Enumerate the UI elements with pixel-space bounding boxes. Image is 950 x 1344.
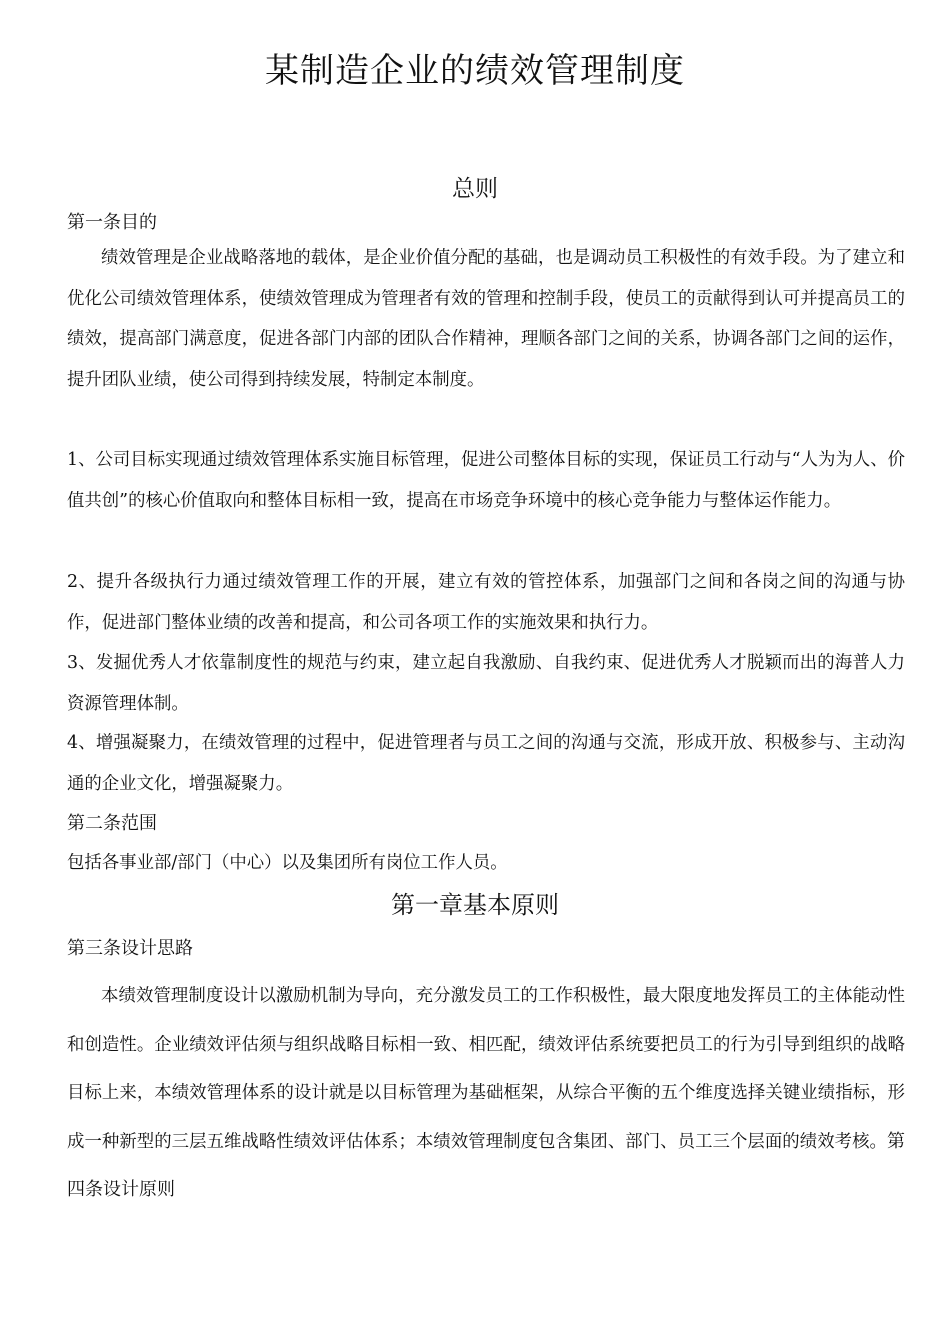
article-1-intro: 绩效管理是企业战略落地的载体，是企业价值分配的基础，也是调动员工积极性的有效手段。为了建立和优化公司绩效管理体系，使绩效管理成为管理者有效的管理和控制手段，使员工的贡献得到认可并提高员工的绩效，提高部门满意度，促进各部门内部的团队合作精神，理顺各部门之间的关系，协调各部门之间的运作，提升团队业绩，使公司得到持续发展，特制定本制度。 (67, 248, 905, 390)
article-3-heading: 第三条设计思路 (67, 938, 193, 959)
chapter-1-heading: 第一章基本原则 (391, 891, 559, 919)
article-1-item-1: 1、公司目标实现通过绩效管理体系实施目标管理，促进公司整体目标的实现，保证员工行动与“人为为人、价值共创”的核心价值取向和整体目标相一致，提高在市场竞争环境中的核心竞争能力与整体运作能力。 (67, 450, 905, 511)
article-1-item-2: 2、提升各级执行力通过绩效管理工作的开展，建立有效的管控体系，加强部门之间和各岗之间的沟通与协作，促进部门整体业绩的改善和提高，和公司各项工作的实施效果和执行力。 (67, 572, 905, 633)
article-1-item-3: 3、发掘优秀人才依靠制度性的规范与约束，建立起自我激励、自我约束、促进优秀人才脱颖而出的海普人力资源管理体制。 (67, 653, 905, 714)
section-heading-general: 总则 (452, 176, 498, 202)
article-1-item-4: 4、增强凝聚力，在绩效管理的过程中，促进管理者与员工之间的沟通与交流，形成开放、积极参与、主动沟通的企业文化，增强凝聚力。 (67, 733, 905, 794)
document-title: 某制造企业的绩效管理制度 (265, 51, 685, 91)
article-1-heading: 第一条目的 (67, 212, 157, 233)
article-2-text: 包括各事业部/部门（中心）以及集团所有岗位工作人员。 (67, 853, 508, 873)
article-3-body: 本绩效管理制度设计以激励机制为导向，充分激发员工的工作积极性，最大限度地发挥员工的主体能动性和创造性。企业绩效评估须与组织战略目标相一致、相匹配，绩效评估系统要把员工的行为引导到组织的战略目标上来，本绩效管理体系的设计就是以目标管理为基础框架，从综合平衡的五个维度选择关键业绩指标，形成一种新型的三层五维战略性绩效评估体系；本绩效管理制度包含集团、部门、员工三个层面的绩效考核。 (67, 986, 905, 1152)
article-2-heading: 第二条范围 (67, 813, 157, 834)
article-4-heading: 第四条设计原则 (67, 1130, 905, 1200)
article-3-text (67, 972, 905, 1215)
